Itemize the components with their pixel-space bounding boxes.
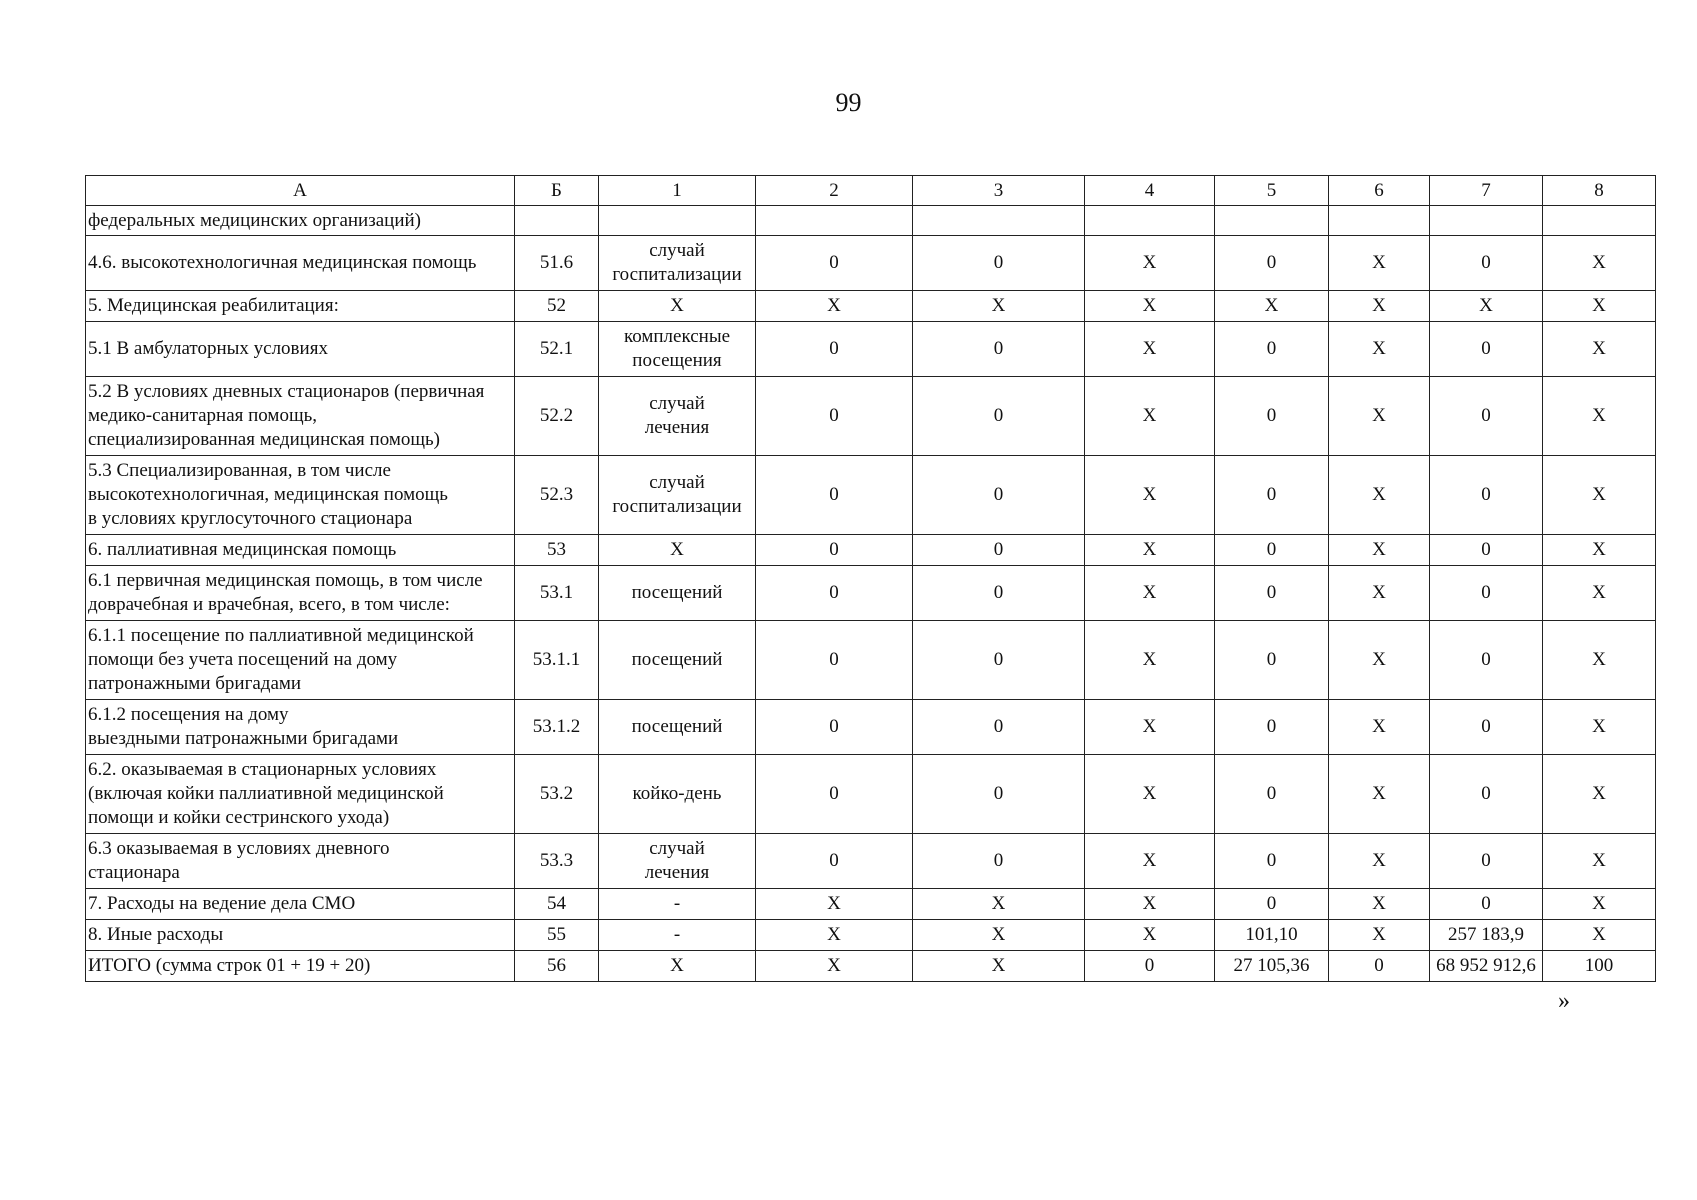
- table-cell: Х: [756, 889, 913, 920]
- table-cell: 0: [1430, 377, 1543, 456]
- table-cell: 56: [515, 951, 599, 982]
- table-cell: Х: [599, 535, 756, 566]
- column-header: 7: [1430, 176, 1543, 206]
- table-cell: случай госпитализации: [599, 236, 756, 291]
- table-cell: 53.1: [515, 566, 599, 621]
- table-cell: [1430, 206, 1543, 236]
- row-label-cell: 6.1.2 посещения на дому выездными патронажными бригадами: [86, 700, 515, 755]
- row-label-cell: 5.1 В амбулаторных условиях: [86, 322, 515, 377]
- table-cell: 0: [1430, 535, 1543, 566]
- table-cell: 0: [913, 566, 1085, 621]
- table-row: [86, 377, 1656, 456]
- table-cell: [913, 206, 1085, 236]
- row-label-cell: 6.3 оказываемая в условиях дневного стационара: [86, 834, 515, 889]
- table-cell: 0: [756, 755, 913, 834]
- table-row: [86, 456, 1656, 535]
- table-cell: Х: [1085, 291, 1215, 322]
- column-header: 5: [1215, 176, 1329, 206]
- table-cell: [1085, 206, 1215, 236]
- column-header: А: [86, 176, 515, 206]
- table-cell: Х: [1543, 755, 1656, 834]
- table-cell: 0: [913, 377, 1085, 456]
- table-row: [86, 236, 1656, 291]
- table-cell: Х: [1329, 291, 1430, 322]
- table-cell: Х: [913, 951, 1085, 982]
- table-row: [86, 889, 1656, 920]
- table-cell: 100: [1543, 951, 1656, 982]
- data-table: [85, 175, 1656, 982]
- table-cell: Х: [1543, 700, 1656, 755]
- row-label-cell: 5.3 Специализированная, в том числе высокотехнологичная, медицинская помощь в условиях круглосуточного стационара: [86, 456, 515, 535]
- table-cell: Х: [1085, 456, 1215, 535]
- table-cell: Х: [1543, 920, 1656, 951]
- table-cell: 0: [756, 456, 913, 535]
- column-header: Б: [515, 176, 599, 206]
- table-cell: Х: [1543, 834, 1656, 889]
- table-cell: 0: [756, 377, 913, 456]
- table-cell: 0: [1215, 889, 1329, 920]
- table-cell: случай лечения: [599, 834, 756, 889]
- table-row: [86, 920, 1656, 951]
- table-cell: Х: [1329, 456, 1430, 535]
- table-cell: 0: [1430, 700, 1543, 755]
- table-body: [86, 206, 1656, 982]
- table-cell: [1543, 206, 1656, 236]
- table-cell: 0: [1430, 236, 1543, 291]
- row-label-cell: 4.6. высокотехнологичная медицинская помощь: [86, 236, 515, 291]
- table-cell: 0: [1215, 456, 1329, 535]
- table-cell: Х: [1085, 920, 1215, 951]
- table-cell: Х: [599, 291, 756, 322]
- table-cell: Х: [1329, 834, 1430, 889]
- table-cell: Х: [1085, 377, 1215, 456]
- table-row: [86, 951, 1656, 982]
- column-header: 8: [1543, 176, 1656, 206]
- end-quote-mark: »: [1558, 988, 1570, 1014]
- table-cell: 53.1.1: [515, 621, 599, 700]
- column-header: 4: [1085, 176, 1215, 206]
- table-cell: 0: [1215, 621, 1329, 700]
- table-cell: Х: [1329, 621, 1430, 700]
- row-label-cell: 6.2. оказываемая в стационарных условиях (включая койки паллиативной медицинской помощи и койки сестринского ухода): [86, 755, 515, 834]
- table-cell: Х: [599, 951, 756, 982]
- table-cell: Х: [1085, 566, 1215, 621]
- table-cell: 0: [1215, 236, 1329, 291]
- table-cell: Х: [1543, 322, 1656, 377]
- table-cell: -: [599, 920, 756, 951]
- row-label-cell: 5.2 В условиях дневных стационаров (первичная медико-санитарная помощь, специализированная медицинская помощь): [86, 377, 515, 456]
- table-cell: 0: [1215, 535, 1329, 566]
- table-cell: Х: [1329, 700, 1430, 755]
- table-cell: 0: [913, 236, 1085, 291]
- table-row: [86, 566, 1656, 621]
- table-cell: [599, 206, 756, 236]
- table-cell: 0: [756, 566, 913, 621]
- table-cell: 0: [913, 834, 1085, 889]
- table-row: [86, 535, 1656, 566]
- table-cell: случай госпитализации: [599, 456, 756, 535]
- table-cell: посещений: [599, 700, 756, 755]
- table-cell: Х: [1543, 566, 1656, 621]
- table-cell: Х: [1329, 889, 1430, 920]
- table-row: [86, 700, 1656, 755]
- table-cell: 0: [1215, 755, 1329, 834]
- table-cell: Х: [1543, 621, 1656, 700]
- table-cell: 101,10: [1215, 920, 1329, 951]
- table-cell: 0: [756, 621, 913, 700]
- table-cell: посещений: [599, 621, 756, 700]
- table-cell: 0: [913, 456, 1085, 535]
- table-cell: Х: [1543, 377, 1656, 456]
- table-cell: Х: [1085, 834, 1215, 889]
- table-cell: 0: [1329, 951, 1430, 982]
- table-cell: Х: [1543, 889, 1656, 920]
- column-header: 1: [599, 176, 756, 206]
- table-cell: 55: [515, 920, 599, 951]
- table-cell: 257 183,9: [1430, 920, 1543, 951]
- table-cell: [1329, 206, 1430, 236]
- row-label-cell: ИТОГО (сумма строк 01 + 19 + 20): [86, 951, 515, 982]
- table-cell: 51.6: [515, 236, 599, 291]
- table-cell: Х: [1085, 700, 1215, 755]
- table-cell: случай лечения: [599, 377, 756, 456]
- table-cell: Х: [756, 920, 913, 951]
- table-cell: 0: [1430, 889, 1543, 920]
- table-row: [86, 755, 1656, 834]
- table-cell: Х: [913, 291, 1085, 322]
- table-cell: 0: [913, 700, 1085, 755]
- table-row: [86, 291, 1656, 322]
- table-cell: 54: [515, 889, 599, 920]
- row-label-cell: федеральных медицинских организаций): [86, 206, 515, 236]
- table-cell: 27 105,36: [1215, 951, 1329, 982]
- table-cell: 53: [515, 535, 599, 566]
- table-cell: 0: [1215, 834, 1329, 889]
- table-cell: 52.2: [515, 377, 599, 456]
- table-cell: 0: [1085, 951, 1215, 982]
- table-cell: 68 952 912,6: [1430, 951, 1543, 982]
- table-cell: [1215, 206, 1329, 236]
- table-cell: 0: [1430, 621, 1543, 700]
- table-cell: Х: [1085, 755, 1215, 834]
- table-cell: Х: [756, 291, 913, 322]
- table-cell: 0: [913, 322, 1085, 377]
- table-cell: 0: [1430, 322, 1543, 377]
- table-cell: Х: [1329, 377, 1430, 456]
- row-label-cell: 7. Расходы на ведение дела СМО: [86, 889, 515, 920]
- table-row: [86, 322, 1656, 377]
- table-cell: комплексные посещения: [599, 322, 756, 377]
- table-cell: Х: [1085, 889, 1215, 920]
- table-cell: 0: [756, 236, 913, 291]
- table-cell: [515, 206, 599, 236]
- table-cell: 0: [1215, 700, 1329, 755]
- table-cell: Х: [1085, 322, 1215, 377]
- table-cell: Х: [1329, 535, 1430, 566]
- table-cell: Х: [1543, 456, 1656, 535]
- table-cell: Х: [1215, 291, 1329, 322]
- page-number: 99: [835, 88, 862, 117]
- table-cell: 0: [1215, 377, 1329, 456]
- table-row: [86, 834, 1656, 889]
- column-header: 6: [1329, 176, 1430, 206]
- row-label-cell: 6.1.1 посещение по паллиативной медицинской помощи без учета посещений на дому патронажными бригадами: [86, 621, 515, 700]
- table-cell: 53.3: [515, 834, 599, 889]
- table-cell: 0: [1430, 456, 1543, 535]
- table-cell: Х: [1543, 535, 1656, 566]
- table-cell: [756, 206, 913, 236]
- table-cell: -: [599, 889, 756, 920]
- table-header-row: [86, 176, 1656, 206]
- table-cell: 0: [756, 322, 913, 377]
- table-cell: Х: [1430, 291, 1543, 322]
- row-label-cell: 5. Медицинская реабилитация:: [86, 291, 515, 322]
- table-cell: 0: [756, 834, 913, 889]
- table-cell: Х: [1085, 621, 1215, 700]
- table-cell: Х: [1329, 566, 1430, 621]
- table-cell: 0: [1215, 322, 1329, 377]
- table-cell: 0: [1430, 755, 1543, 834]
- table-cell: 52.3: [515, 456, 599, 535]
- table-cell: 0: [1430, 834, 1543, 889]
- table-cell: Х: [756, 951, 913, 982]
- table-cell: 0: [756, 535, 913, 566]
- table-cell: Х: [1329, 322, 1430, 377]
- table-cell: 0: [913, 755, 1085, 834]
- table-cell: Х: [1085, 535, 1215, 566]
- table-cell: 52: [515, 291, 599, 322]
- table-cell: Х: [913, 889, 1085, 920]
- table-cell: Х: [1543, 236, 1656, 291]
- table-cell: койко-день: [599, 755, 756, 834]
- table-cell: Х: [1329, 920, 1430, 951]
- table-cell: Х: [1329, 236, 1430, 291]
- table-cell: 0: [1430, 566, 1543, 621]
- table-cell: Х: [913, 920, 1085, 951]
- table-cell: посещений: [599, 566, 756, 621]
- row-label-cell: 8. Иные расходы: [86, 920, 515, 951]
- table-cell: 0: [756, 700, 913, 755]
- row-label-cell: 6.1 первичная медицинская помощь, в том числе доврачебная и врачебная, всего, в том числе:: [86, 566, 515, 621]
- table-cell: 52.1: [515, 322, 599, 377]
- column-header: 3: [913, 176, 1085, 206]
- row-label-cell: 6. паллиативная медицинская помощь: [86, 535, 515, 566]
- table-row: [86, 621, 1656, 700]
- table-cell: 0: [913, 535, 1085, 566]
- column-header: 2: [756, 176, 913, 206]
- table-cell: 0: [913, 621, 1085, 700]
- table-cell: 53.2: [515, 755, 599, 834]
- table-cell: Х: [1329, 755, 1430, 834]
- table-row: [86, 206, 1656, 236]
- table-cell: Х: [1543, 291, 1656, 322]
- table-cell: 53.1.2: [515, 700, 599, 755]
- table-cell: Х: [1085, 236, 1215, 291]
- table-cell: 0: [1215, 566, 1329, 621]
